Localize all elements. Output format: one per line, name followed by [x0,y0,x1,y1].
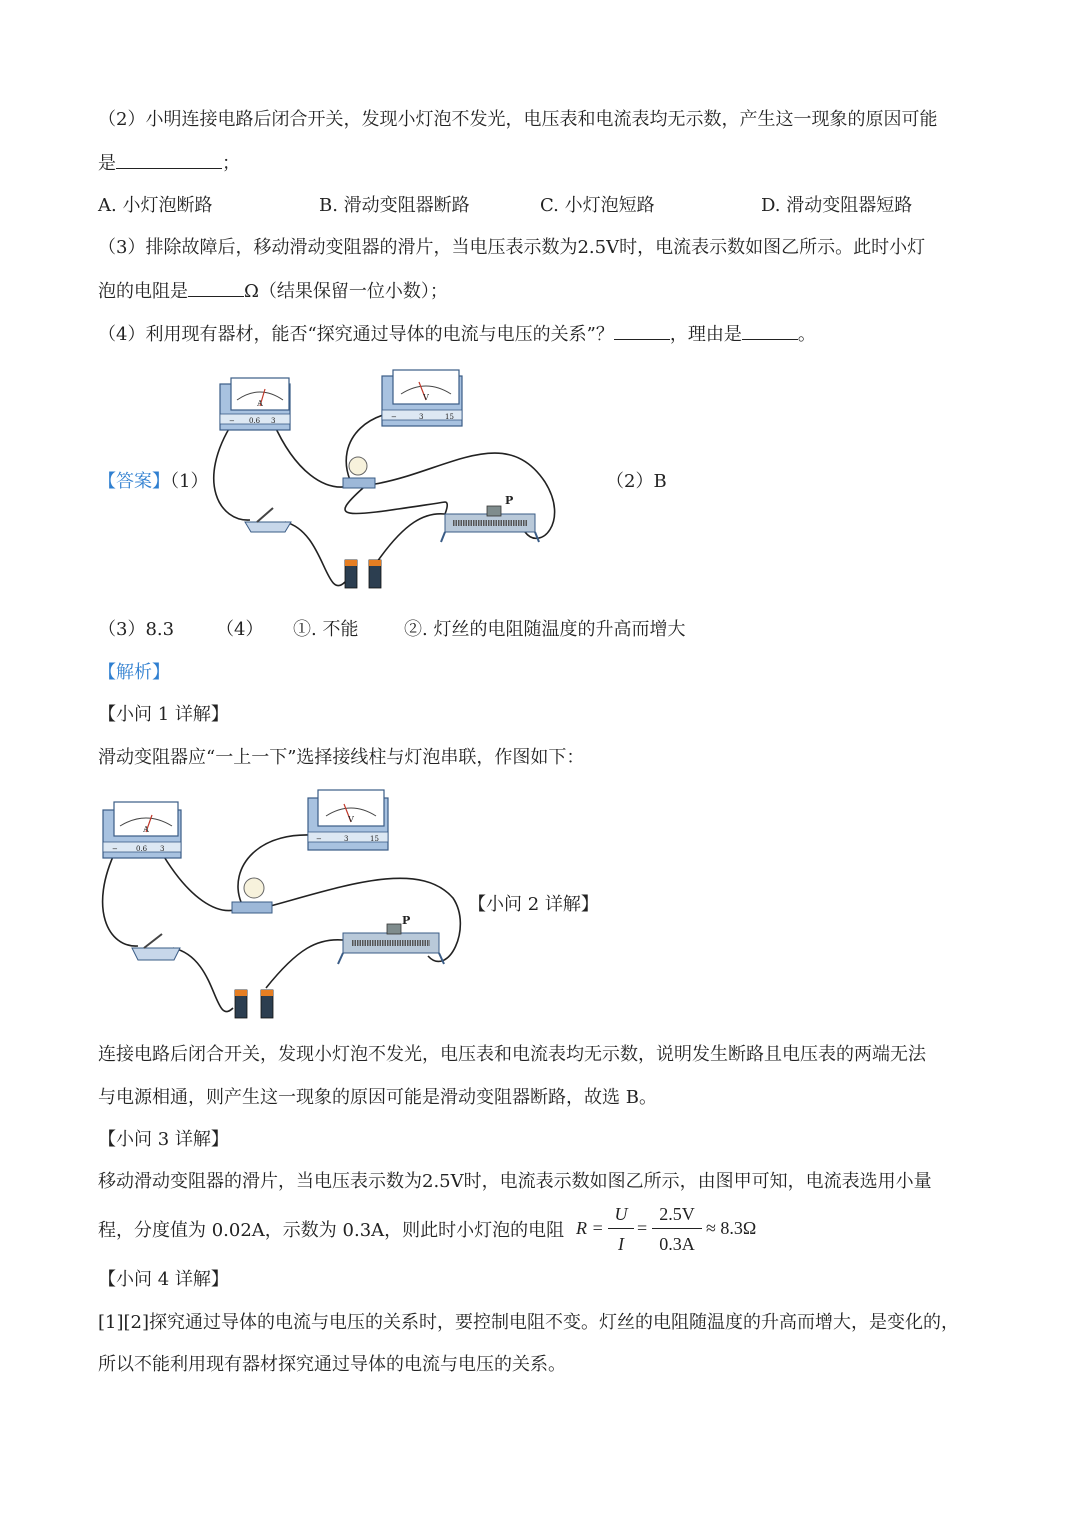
q3-line2: 泡的电阻是 Ω（结果保留一位小数）； [98,278,448,305]
q3-blank [188,278,244,297]
option-d: D. 滑动变阻器短路 [761,195,913,216]
battery-icon [345,560,381,588]
q2-line1: （2）小明连接电路后闭合开关，发现小灯泡不发光，电压表和电流表均无示数，产生这一现象的原因可能 [98,109,938,130]
svg-text:3: 3 [344,835,349,843]
sub3-text-1: 移动滑动变阻器的滑片，当电压表示数为2.5V时，电流表示数如图乙所示，由图甲可知，电流表选用小量 [98,1171,932,1192]
svg-text:3: 3 [419,413,424,421]
switch-icon [245,508,291,532]
answer-line: 【答案】（1） [98,471,209,492]
svg-text:V: V [348,815,354,824]
svg-text:15: 15 [445,413,454,421]
sub1-title: 【小问 1 详解】 [98,704,229,725]
sub3-title: 【小问 3 详解】 [98,1129,229,1150]
answer-3: （3）8.3 [98,619,175,640]
svg-text:0.6: 0.6 [249,417,261,425]
svg-text:P: P [402,914,411,927]
answer-part2: （2）B [606,471,667,492]
svg-text:3: 3 [160,845,165,853]
option-a: A. 小灯泡断路 [98,195,213,216]
svg-text:−: − [229,417,235,425]
sub2-text-1: 连接电路后闭合开关，发现小灯泡不发光，电压表和电流表均无示数，说明发生断路且电压表的两端无法 [98,1044,926,1065]
ammeter-letter: A [257,399,263,408]
answer-tag: 【答案】 [98,471,170,492]
answer-4: （4） [216,619,264,640]
answer-4-2: ②. 灯丝的电阻随温度的升高而增大 [404,619,686,640]
sub1-text: 滑动变阻器应“一上一下”选择接线柱与灯泡串联，作图如下： [98,747,585,768]
sub4-text-2: 所以不能利用现有器材探究通过导体的电流与电压的关系。 [98,1354,566,1375]
sub4-text-1: [1][2]探究通过导体的电流与电压的关系时，要控制电阻不变。灯丝的电阻随温度的升高而增大，是变化的， [98,1312,959,1333]
voltmeter-icon [382,370,462,426]
rheostat-icon [441,494,539,542]
svg-text:−: − [391,413,397,421]
switch-icon [132,934,180,960]
voltmeter-letter: V [423,393,429,402]
ammeter-icon [103,802,181,858]
svg-text:0.6: 0.6 [136,845,148,853]
q4-blank-1 [614,321,670,340]
q4-line: （4）利用现有器材，能否“探究通过导体的电流与电压的关系”？ ，理由是 。 [98,321,816,348]
ammeter-icon [220,378,290,430]
battery-icon [235,990,273,1018]
q3-line1: （3）排除故障后，移动滑动变阻器的滑片，当电压表示数为2.5V时，电流表示数如图乙所示。此时小灯 [98,237,926,258]
analysis-tag: 【解析】 [98,662,170,683]
option-c: C. 小灯泡短路 [540,195,655,216]
sub3-text-2: 程，分度值为 0.02A，示数为 0.3A，则此时小灯泡的电阻 [98,1220,565,1241]
fraction-bar-2 [652,1228,702,1229]
q2-line2: 是 ； [98,150,240,177]
sub2-text-2: 与电源相通，则产生这一现象的原因可能是滑动变阻器断路，故选 B。 [98,1087,657,1108]
svg-text:A: A [143,825,149,834]
svg-text:−: − [112,845,118,853]
sub4-title: 【小问 4 详解】 [98,1269,229,1290]
sub2-title: 【小问 2 详解】 [468,894,599,915]
circuit-diagram-solution [98,788,468,1024]
circuit-diagram-answer [205,362,575,598]
svg-text:−: − [316,835,322,843]
q4-blank-2 [742,321,798,340]
svg-text:15: 15 [370,835,379,843]
rheostat-slider-letter: P [505,494,514,507]
q2-blank [116,150,222,169]
voltmeter-icon [308,790,388,850]
fraction-bar-1 [608,1228,634,1229]
svg-text:3: 3 [271,417,276,425]
answer-4-1: ①. 不能 [293,619,359,640]
option-b: B. 滑动变阻器断路 [319,195,470,216]
